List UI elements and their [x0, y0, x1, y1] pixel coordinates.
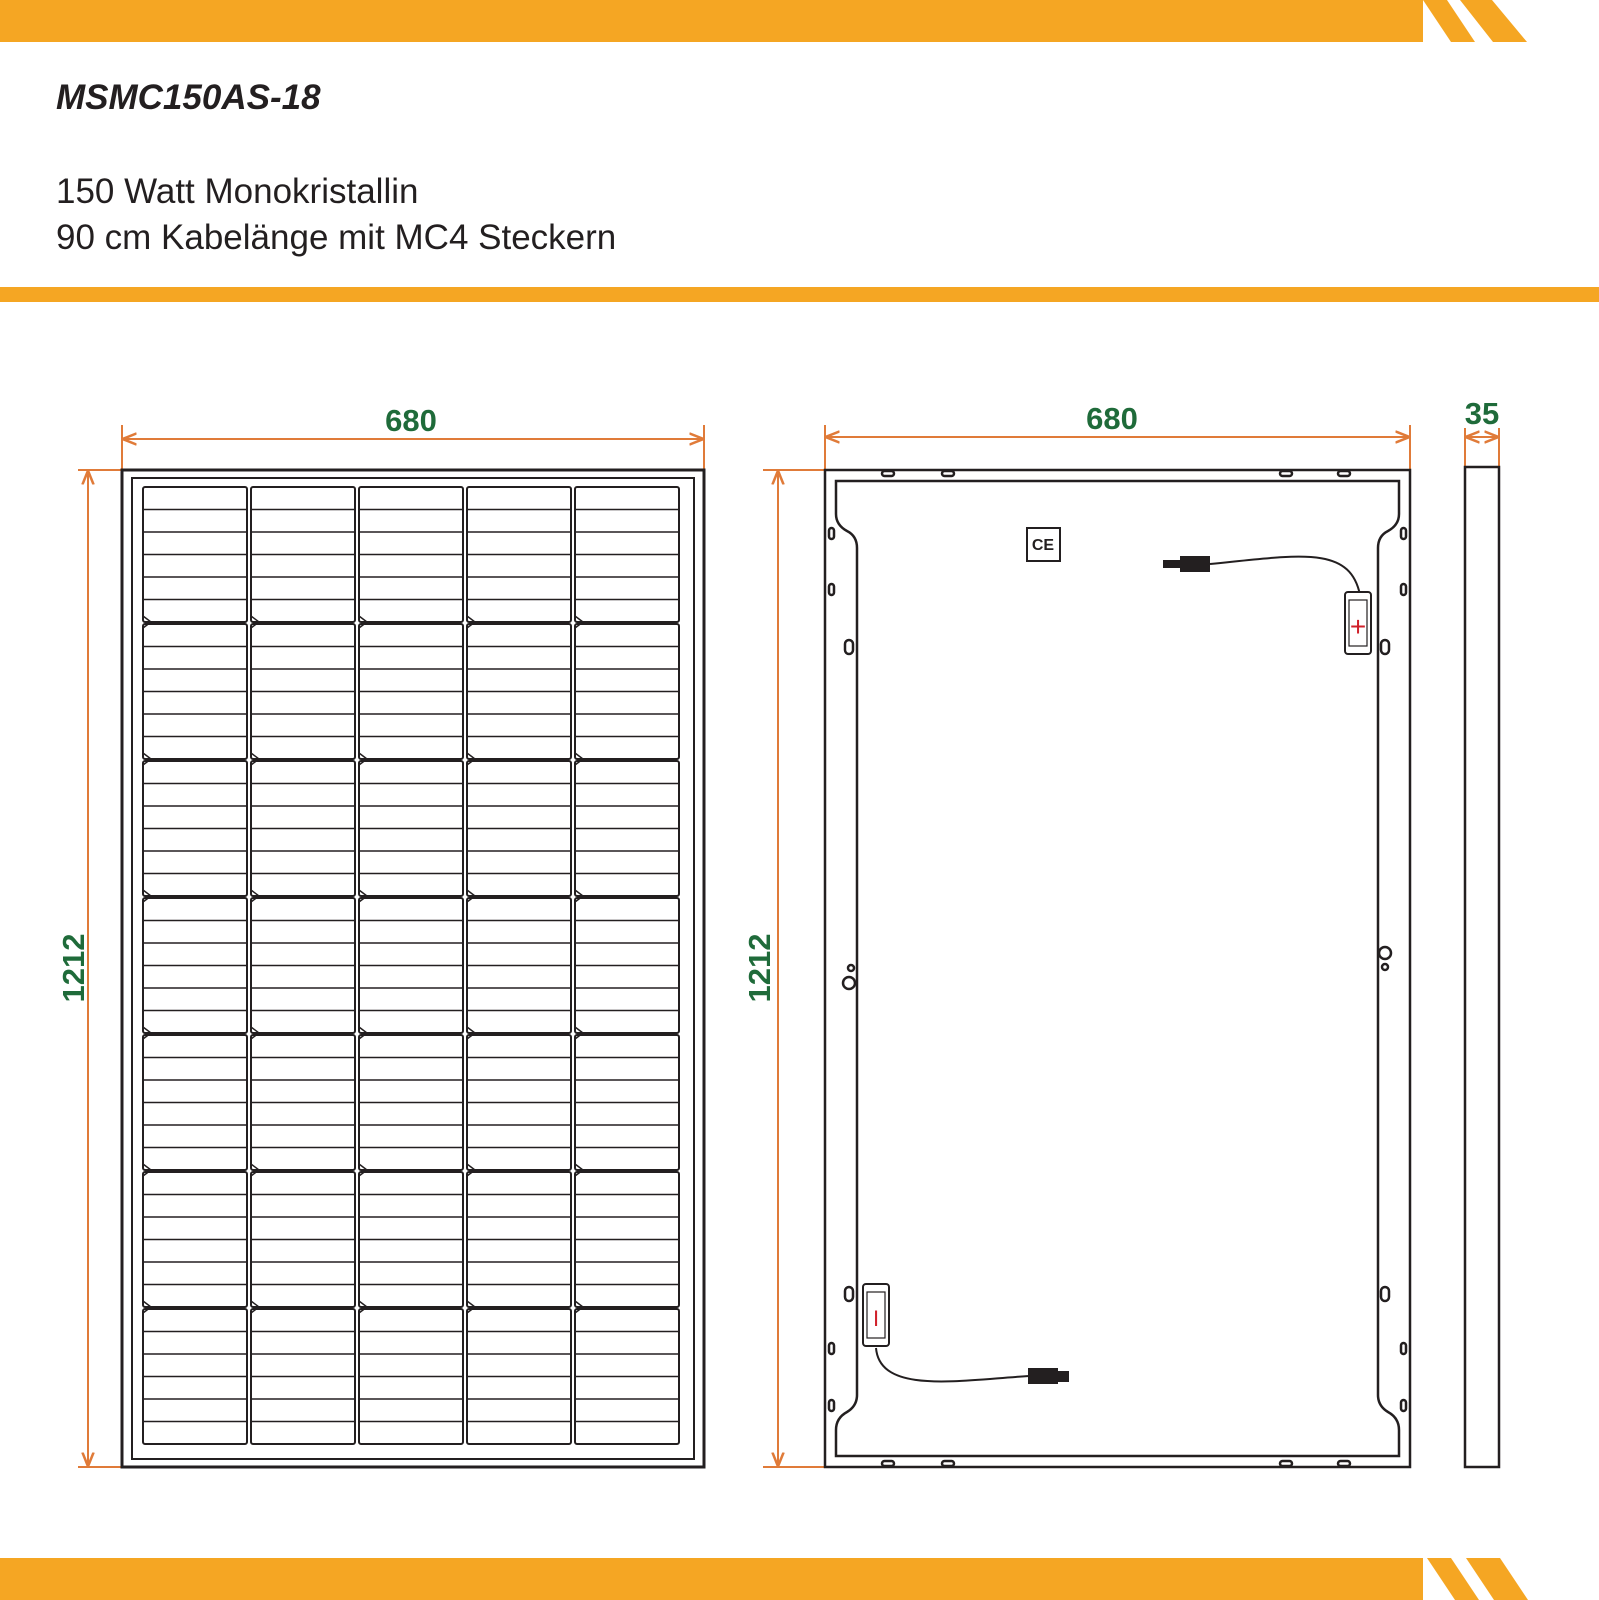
- ce-mark-text: CE: [1031, 537, 1055, 554]
- back-width-dimension: [825, 401, 1410, 470]
- front-width-dimension: [122, 403, 704, 470]
- front-height-label: 1212: [56, 933, 91, 1003]
- back-height-dimension: [742, 470, 825, 1467]
- back-height-label: 1212: [742, 933, 777, 1003]
- model-title: MSMC150AS-18: [56, 78, 321, 117]
- side-depth-label: 35: [1464, 396, 1500, 431]
- side-depth-dimension: [1465, 396, 1499, 467]
- back-width-label: 680: [1086, 401, 1138, 436]
- front-width-label: 680: [385, 403, 437, 438]
- plus-symbol: +: [1349, 611, 1367, 642]
- front-height-dimension: [56, 470, 124, 1467]
- back-panel: [825, 470, 1410, 1467]
- ce-mark: [1027, 528, 1060, 561]
- description-line-1: 150 Watt Monokristallin: [56, 172, 419, 211]
- minus-symbol: I: [872, 1306, 880, 1331]
- front-panel: [122, 470, 704, 1467]
- side-profile: [1465, 467, 1499, 1467]
- solar-cell-grid: [143, 487, 679, 1444]
- description-line-2: 90 cm Kabelänge mit MC4 Steckern: [56, 218, 617, 257]
